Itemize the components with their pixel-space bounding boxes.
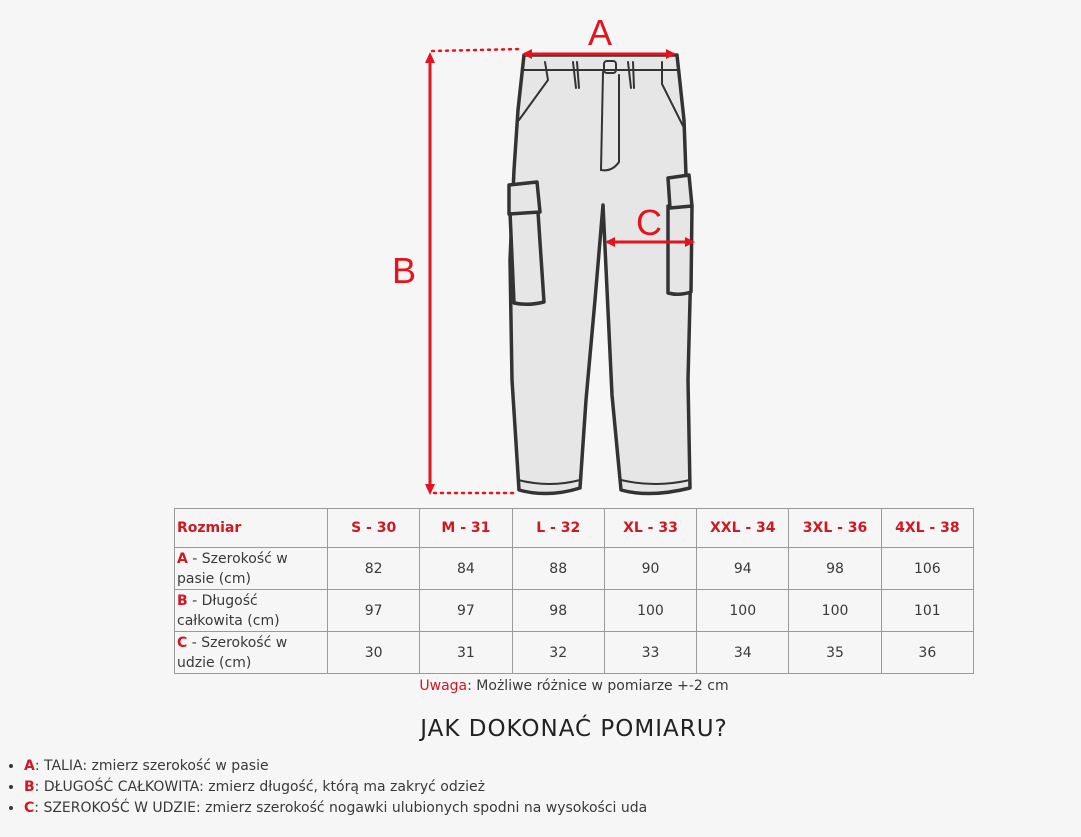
- table-cell: 101: [881, 590, 973, 632]
- table-cell: 100: [604, 590, 696, 632]
- header-size: S - 30: [328, 509, 420, 548]
- table-cell: 97: [420, 590, 512, 632]
- table-cell: 30: [328, 632, 420, 674]
- table-cell: 90: [604, 548, 696, 590]
- table-cell: 34: [697, 632, 789, 674]
- table-cell: 98: [789, 548, 881, 590]
- table-cell: 33: [604, 632, 696, 674]
- header-size: L - 32: [512, 509, 604, 548]
- row-label: C - Szerokość w udzie (cm): [175, 632, 328, 674]
- cargo-flap-left: [509, 182, 540, 214]
- table-cell: 32: [512, 632, 604, 674]
- how-to-measure-title: JAK DOKONAĆ POMIARU?: [420, 716, 728, 742]
- cargo-pocket-left: [510, 212, 544, 304]
- table-cell: 36: [881, 632, 973, 674]
- table-cell: 100: [697, 590, 789, 632]
- table-cell: 84: [420, 548, 512, 590]
- header-size: M - 31: [420, 509, 512, 548]
- dimension-a-letter: A: [588, 12, 613, 53]
- list-item: • B: DŁUGOŚĆ CAŁKOWITA: zmierz długość, którą ma zakryć odzież: [24, 777, 647, 798]
- table-row: [175, 590, 974, 632]
- table-cell: 106: [881, 548, 973, 590]
- table-cell: 82: [328, 548, 420, 590]
- list-item: • C: SZEROKOŚĆ W UDZIE: zmierz szerokość nogawki ulubionych spodni na wysokości uda: [24, 798, 647, 819]
- row-label: B - Długość całkowita (cm): [175, 590, 328, 632]
- cargo-pocket-right: [668, 206, 692, 294]
- dimension-c-letter: C: [636, 202, 662, 243]
- note-label: Uwaga: [419, 678, 468, 694]
- table-cell: 35: [789, 632, 881, 674]
- note-text: : Możliwe różnice w pomiarze +-2 cm: [467, 678, 729, 694]
- header-size: XL - 33: [604, 509, 696, 548]
- table-cell: 98: [512, 590, 604, 632]
- table-cell: 94: [697, 548, 789, 590]
- size-table-header: [175, 509, 974, 548]
- table-row: [175, 548, 974, 590]
- table-cell: 100: [789, 590, 881, 632]
- header-size-label: Rozmiar: [175, 509, 328, 548]
- dimension-b-letter: B: [392, 250, 417, 291]
- table-cell: 97: [328, 590, 420, 632]
- list-item: • A: TALIA: zmierz szerokość w pasie: [24, 756, 647, 777]
- measure-steps-list: [0, 756, 647, 819]
- table-row: [175, 632, 974, 674]
- header-size: XXL - 34: [697, 509, 789, 548]
- row-label: A - Szerokość w pasie (cm): [175, 548, 328, 590]
- cargo-flap-right: [668, 175, 692, 208]
- table-cell: 31: [420, 632, 512, 674]
- measurement-note: [0, 678, 1081, 694]
- header-size: 3XL - 36: [789, 509, 881, 548]
- table-cell: 88: [512, 548, 604, 590]
- header-size: 4XL - 38: [881, 509, 973, 548]
- size-table: [174, 508, 974, 674]
